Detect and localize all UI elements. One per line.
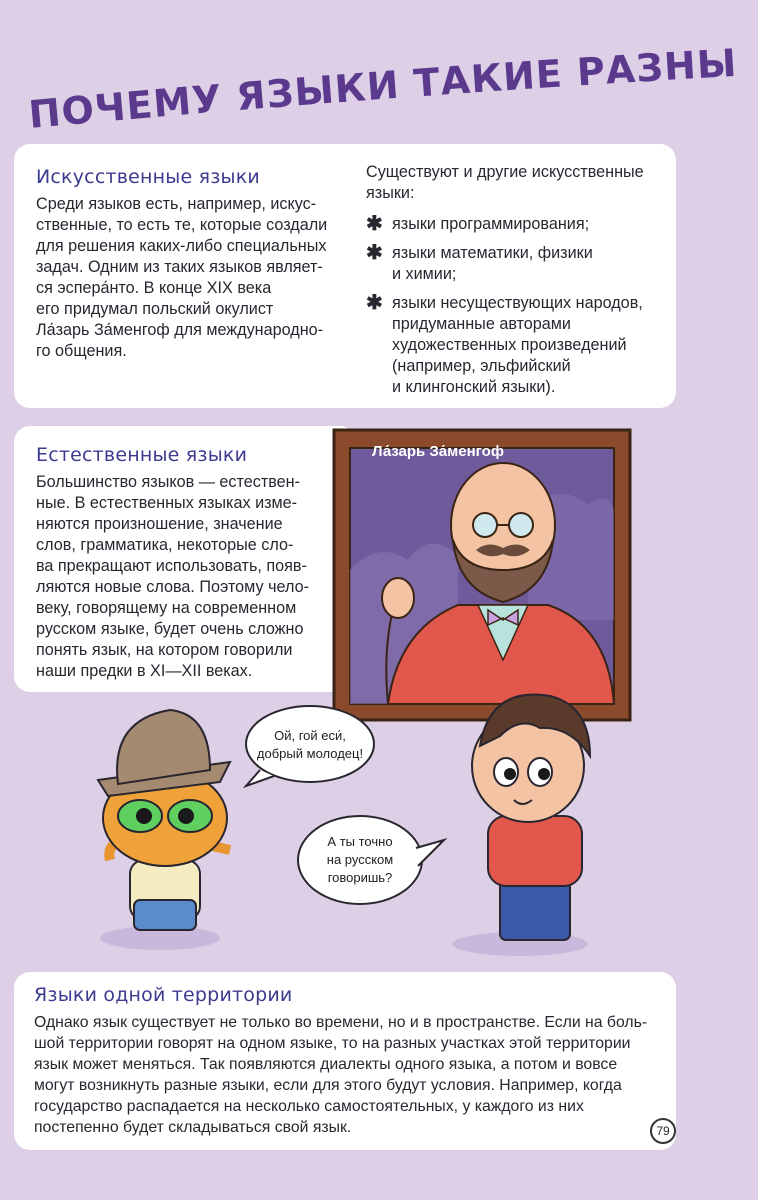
svg-text:ПОЧЕМУ ЯЗЫКИ ТАКИЕ РАЗНЫЕ?	[22, 38, 738, 137]
other-languages	[366, 162, 666, 406]
page-number: 79	[650, 1118, 676, 1144]
text-line: языки несуществующих народов,	[392, 294, 643, 312]
boy-shirt	[488, 816, 582, 886]
text-line: государство распадается на несколько самостоятельных, у каждого из них	[34, 1098, 584, 1115]
text-line: могут возникнуть разные языки, если для этого будут условия. Например, когда	[34, 1077, 622, 1094]
text-line: для решения каких-либо специальных	[36, 237, 327, 255]
artificial-languages-card	[14, 144, 676, 408]
text-line: художественных произведений	[392, 336, 627, 354]
text-line: ся эспера́нто. В конце XIX века	[36, 279, 272, 297]
boy-illustration	[440, 676, 630, 966]
text-line: Ла́зарь За́менгоф для международно-	[36, 321, 324, 339]
text-line: няются произношение, значение	[36, 515, 283, 533]
text-line: языки программирования;	[392, 215, 590, 233]
bubble-text-line: говоришь?	[327, 870, 393, 885]
text-line: и химии;	[392, 265, 457, 283]
cat-speech-bubble	[240, 700, 380, 790]
asterisk-bullet-icon: ✱	[366, 213, 383, 235]
territory-languages-heading: Языки одной территории	[34, 984, 293, 1006]
text-line: понять язык, на котором говорили	[36, 641, 293, 659]
text-line: слов, грамматика, некоторые сло-	[36, 536, 294, 554]
other-languages-list	[366, 214, 666, 398]
text-line: задач. Одним из таких языков являет-	[36, 258, 323, 276]
boy-speech-bubble	[292, 810, 452, 914]
bubble-shape	[246, 706, 374, 782]
list-item	[366, 293, 666, 398]
text-line: Существуют и другие искусственные	[366, 163, 644, 181]
page-title-text: ПОЧЕМУ ЯЗЫКИ ТАКИЕ РАЗНЫ	[26, 40, 739, 137]
portrait-caption: Ла́зарь За́менгоф	[372, 443, 504, 460]
glasses-left	[473, 513, 497, 537]
asterisk-bullet-icon: ✱	[366, 242, 383, 264]
page-title	[22, 38, 742, 138]
text-line: постепенно будет складываться свой язык.	[34, 1119, 352, 1136]
text-line: языки математики, физики	[392, 244, 593, 262]
list-item	[366, 214, 666, 235]
text-line: придуманные авторами	[392, 315, 571, 333]
text-line: веку, говорящему на современном	[36, 599, 297, 617]
territory-languages-card	[14, 972, 676, 1150]
boy-pupil-left	[504, 768, 516, 780]
text-line: наши предки в XI—XII веках.	[36, 662, 253, 680]
hand	[382, 578, 414, 618]
cat-illustration	[70, 700, 260, 960]
text-line: шой территории говорят на одном языке, то на разных участках этой территории	[34, 1035, 631, 1052]
text-line: ва прекращают использовать, появ-	[36, 557, 307, 575]
text-line: Большинство языков — естествен-	[36, 473, 301, 491]
bubble-text-line: А ты точно	[327, 834, 393, 849]
text-line: и клингонский языки).	[392, 378, 556, 396]
artificial-languages-text	[36, 194, 356, 362]
glasses-right	[509, 513, 533, 537]
text-line: Однако язык существует не только во времени, но и в пространстве. Если на боль-	[34, 1014, 648, 1031]
boy-pupil-right	[538, 768, 550, 780]
artificial-languages-heading: Искусственные языки	[36, 166, 260, 188]
text-line: го общения.	[36, 342, 127, 360]
natural-languages-card	[14, 426, 356, 692]
bubble-text-line: на русском	[326, 852, 394, 867]
territory-languages-text	[34, 1012, 662, 1138]
text-line: русском языке, будет очень сложно	[36, 620, 304, 638]
bubble-text-line: добрый молодец!	[256, 746, 364, 761]
asterisk-bullet-icon: ✱	[366, 292, 383, 314]
text-line: языки:	[366, 184, 415, 202]
other-languages-intro	[366, 162, 666, 204]
cat-hat-top	[117, 710, 210, 784]
text-line: ные. В естественных языках изме-	[36, 494, 298, 512]
text-line: его придумал польский окулист	[36, 300, 274, 318]
cat-pupil-left	[136, 808, 152, 824]
text-line: Среди языков есть, например, искус-	[36, 195, 317, 213]
natural-languages-text	[36, 472, 340, 682]
natural-languages-heading: Естественные языки	[36, 444, 248, 466]
cat-pupil-right	[178, 808, 194, 824]
text-line: (например, эльфийский	[392, 357, 571, 375]
text-line: ляются новые слова. Поэтому чело-	[36, 578, 309, 596]
text-line: ственные, то есть те, которые создали	[36, 216, 328, 234]
list-item	[366, 243, 666, 285]
bubble-text-line: Ой, гой еси́,	[274, 728, 346, 743]
text-line: язык может меняться. Так появляются диалекты одного языка, а потом и вовсе	[34, 1056, 618, 1073]
cat-pants	[134, 900, 196, 930]
